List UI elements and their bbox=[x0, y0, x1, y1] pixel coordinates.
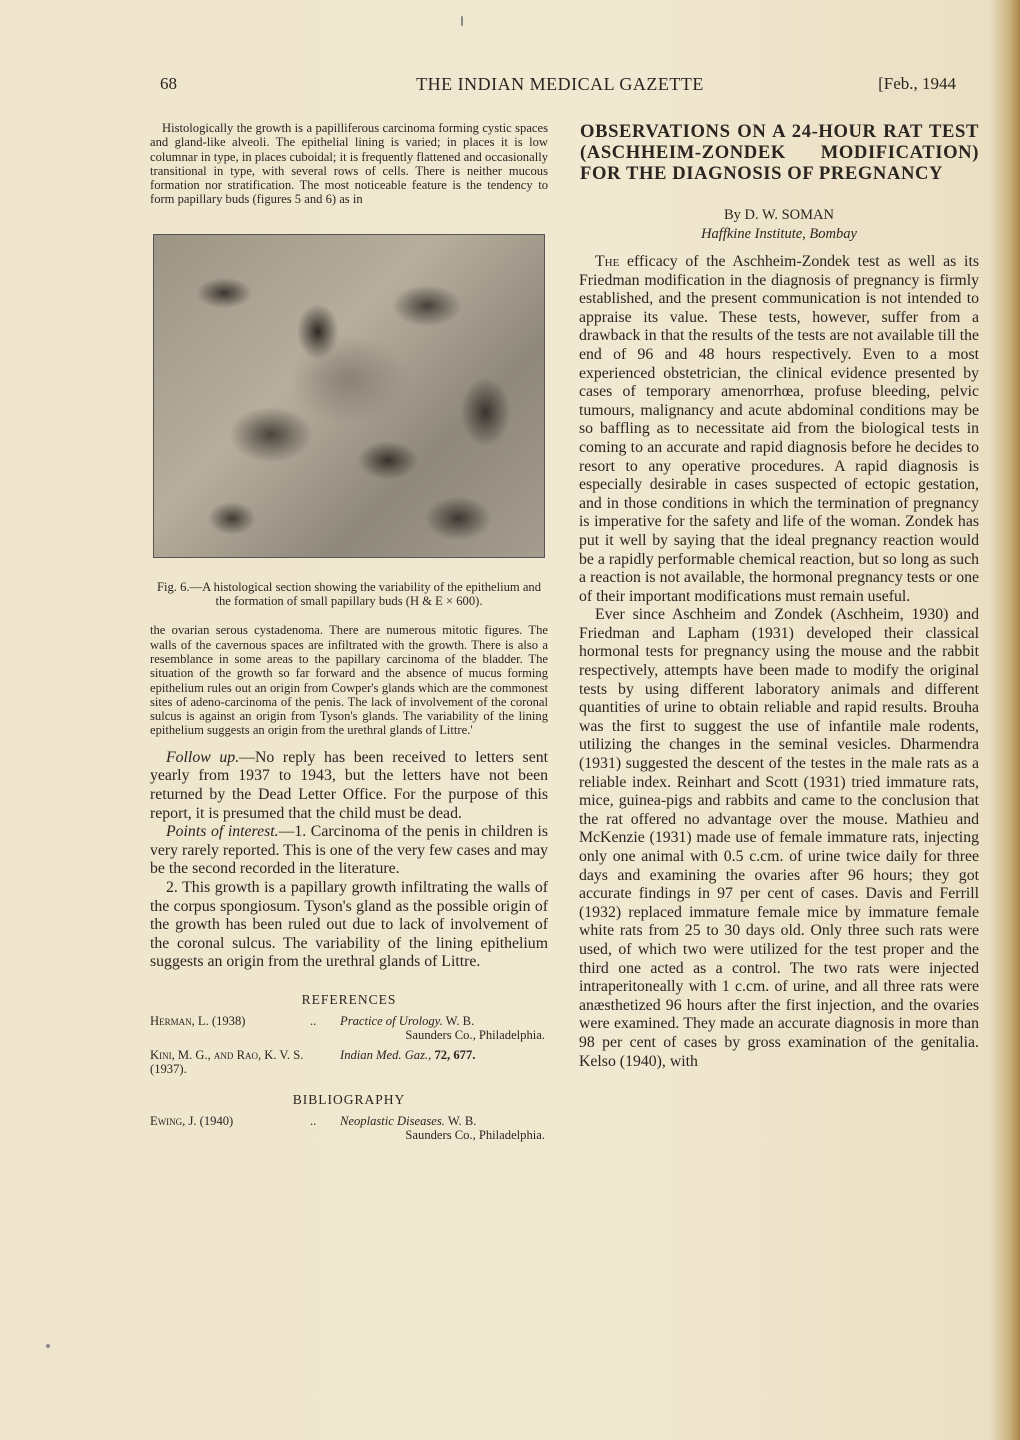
reference-publisher-line2: Saunders Co., Philadelphia. bbox=[405, 1028, 545, 1043]
reference-dots: .. bbox=[310, 1013, 317, 1028]
continued-paragraph: the ovarian serous cystadenoma. There are numerous mitotic figures. The walls of the cavernous spaces are infiltrated with the growth. There is also a resemblance in some areas to the papillary carcinoma of the bladder. The situation of the growth so far forward and the absence of mucus forming epithelium rules out an origin from Cowper's glands which are the commonest sites of adeno-carcinoma of the penis. The lack of involvement of the coronal sulcus is against an origin from Tyson's glands. The variability of the lining epithelium suggests an origin from the urethral glands of Littre.' bbox=[150, 623, 548, 738]
reference-source bbox=[340, 1014, 545, 1043]
page-header bbox=[160, 74, 960, 100]
followup-text: —No reply has been received to letters sent yearly from 1937 to 1943, but the letters have not been returned by the Dead Letter Office. For the purpose of this report, it is presumed that the child must be dead. bbox=[150, 748, 548, 822]
print-mark bbox=[461, 16, 463, 26]
lead-word: The bbox=[595, 253, 620, 270]
reference-volume: 72, 677. bbox=[434, 1047, 476, 1062]
figure-caption: Fig. 6.—A histological section showing the variability of the epithelium and the formation of small papillary buds (H & E × 600). bbox=[156, 579, 542, 609]
reference-author: Kini, M. G., and Rao, K. V. S. (1937). bbox=[150, 1047, 304, 1077]
reference-title: Practice of Urology. bbox=[340, 1013, 443, 1028]
reference-source bbox=[340, 1048, 545, 1062]
reference-entry bbox=[150, 1014, 548, 1044]
bibliography-publisher: W. B. bbox=[447, 1113, 477, 1128]
references-heading: REFERENCES bbox=[301, 991, 397, 1007]
points-text: —1. Carcinoma of the penis in children is very rarely reported. This is one of the very few cases and may be the second recorded in the literature. bbox=[150, 823, 548, 878]
reference-publisher: W. B. bbox=[445, 1013, 475, 1028]
bibliography-title: Neoplastic Diseases. bbox=[340, 1113, 445, 1128]
article-institution: Haffkine Institute, Bombay bbox=[701, 226, 857, 242]
point-two-paragraph: 2. This growth is a papillary growth infiltrating the walls of the corpus spongiosum. Tyson's gland as the possible origin of the growth has been ruled out due to lack of involvement of the coronal sulcus. The variability of the lining epithelium suggests an origin from the urethral glands of Littre. bbox=[150, 878, 548, 971]
histology-figure-6 bbox=[153, 234, 545, 558]
bibliography-author: Ewing, J. (1940) bbox=[150, 1113, 234, 1128]
left-column bbox=[150, 121, 548, 1148]
issue-date: [Feb., 1944 bbox=[878, 74, 956, 93]
histology-paragraph: Histologically the growth is a papilliferous carcinoma forming cystic spaces and gland-like alveoli. The epithelial lining is varied; in places it is low columnar in type, in places cuboidal; it is frequently flattened and occasionally transitional in type, with several rows of cells. There is neither mucous formation nor stratification. The most noticeable feature is the tendency to form papillary buds (figures 5 and 6) as in bbox=[150, 121, 548, 207]
page-number: 68 bbox=[160, 74, 177, 93]
article-paragraph-2: Ever since Aschheim and Zondek (Aschheim, 1930) and Friedman and Lapham (1931) developed their classical hormonal tests for pregnancy using the mouse and the rabbit respectively, attempts have been made to modify the original tests by using different laboratory animals and different quantities of urine to obtain reliable and rapid results. Brouha was the first to suggest the use of infantile male rodents, utilizing the changes in the seminal vesicles. Dharmendra (1931) suggested the descent of the testes in the male rats as a reliable index. Reinhart and Scott (1931) tried immature rats, mice, guinea-pigs and rabbits and came to the conclusion that the rat offered no advantage over the mouse. Mathieu and McKenzie (1931) made use of female immature rats, injecting only one animal with 0.5 c.cm. of urine twice daily for three days and examining the ovaries after 96 hours; they got accurate findings in 97 per cent of cases. Davis and Ferrill (1932) replaced immature female mice by immature female white rats from 25 to 30 days old. Only three such rats were used, of which two were utilized for the test proper and the third one acted as a control. The two rats were injected intraperitoneally with 1 c.cm. of urine, and all three rats were anæsthetized 96 hours after the first injection, and the ovaries were examined. They made an accurate diagnosis in more than 98 per cent of cases by gross examination of the genitalia. Kelso (1940), with bbox=[579, 606, 979, 1070]
reference-author: Herman, L. (1938) bbox=[150, 1013, 246, 1028]
bibliography-publisher-line2: Saunders Co., Philadelphia. bbox=[405, 1128, 545, 1143]
paragraph-1-text: efficacy of the Aschheim-Zondek test as well as its Friedman modification in the diagnosis of pregnancy is firmly established, and the present communication is not intended to appraise its value. These tests, however, suffer from a drawback in that the results of the tests are not available till the end of 96 and 48 hours respectively. Even to a most experienced obstetrician, the clinical evidence presented by cases of temporary amenorrhœa, profuse bleeding, pelvic tumours, malignancy and acute abdominal conditions may be so baffling as to necessitate aid from the biological tests in coming to an accurate and rapid diagnosis before he decides to resort to any operative procedures. A rapid diagnosis is especially desirable in cases suspected of ectopic gestation, and in those conditions in which the termination of pregnancy is imperative for the safety and life of the woman. Zondek has put it well by saying that the ideal pregnancy reaction would be a rapidly performable chemical reaction, but so long as such a reaction is not available, the hormonal pregnancy tests or one of their important modifications must remain useful. bbox=[579, 253, 979, 605]
bibliography-dots: .. bbox=[310, 1113, 317, 1128]
points-paragraph bbox=[150, 823, 548, 879]
bibliography-entry bbox=[150, 1114, 548, 1144]
reference-entry bbox=[150, 1048, 548, 1078]
article-title: OBSERVATIONS ON A 24-HOUR RAT TEST (ASCHHEIM-ZONDEK MODIFICATION) FOR THE DIAGNOSIS OF PREGNANCY bbox=[580, 121, 979, 184]
bibliography-heading: BIBLIOGRAPHY bbox=[292, 1091, 406, 1107]
article-byline: By D. W. SOMAN bbox=[724, 207, 834, 223]
reference-title: Indian Med. Gaz., bbox=[340, 1047, 432, 1062]
print-speck bbox=[46, 1344, 50, 1348]
article-paragraph-1 bbox=[579, 253, 979, 606]
points-label: Points of interest. bbox=[166, 823, 279, 841]
right-column bbox=[579, 121, 979, 1071]
followup-paragraph bbox=[150, 749, 548, 823]
journal-title: THE INDIAN MEDICAL GAZETTE bbox=[416, 74, 704, 94]
followup-label: Follow up. bbox=[166, 748, 240, 766]
bibliography-source bbox=[340, 1114, 545, 1143]
